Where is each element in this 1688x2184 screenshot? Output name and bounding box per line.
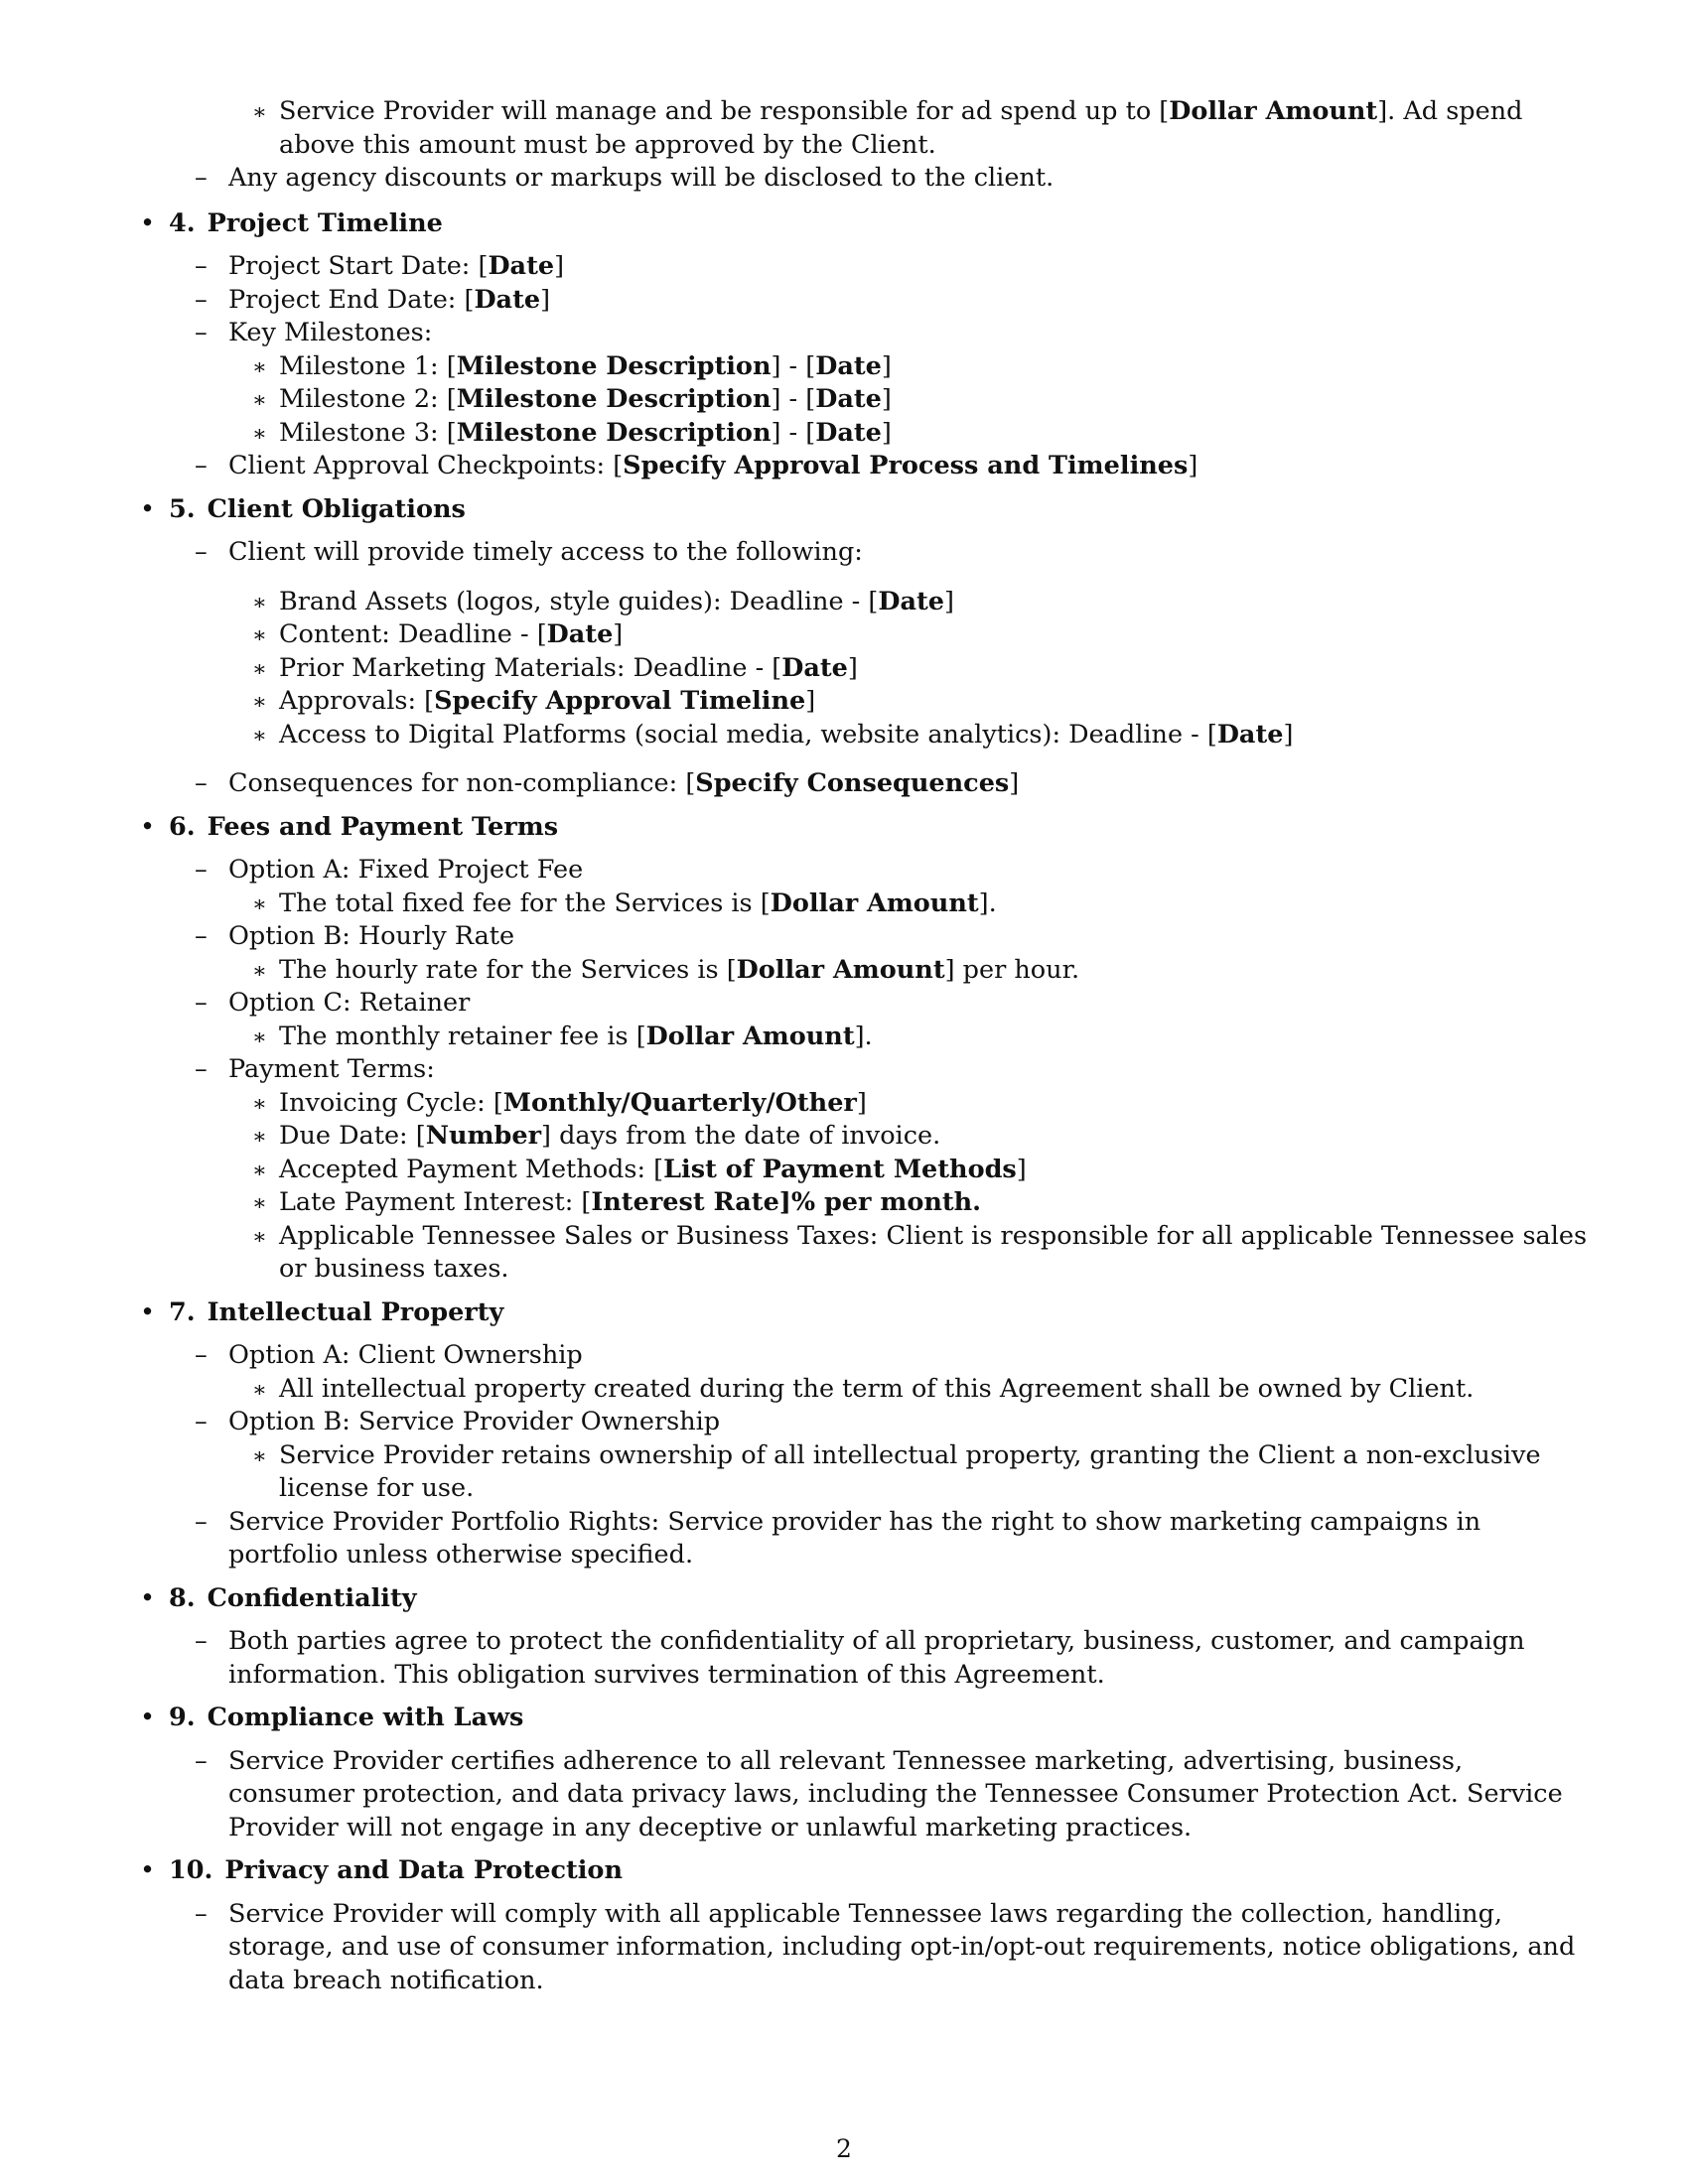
list-item: ∗ The monthly retainer fee is [Dollar Amount]. (252, 1021, 873, 1051)
list-item: ∗ Applicable Tennessee Sales or Business Taxes: Client is responsible for all applicable Tennessee sales or business taxes. (252, 1220, 1588, 1284)
list-item: ∗ Content: Deadline - [Date] (252, 619, 624, 649)
list-item: ∗ Accepted Payment Methods: [List of Payment Methods] (252, 1154, 1027, 1184)
section-heading: 8. Confidentiality (169, 1582, 417, 1613)
list-item: ∗ The total fixed fee for the Services is [Dollar Amount]. (252, 887, 997, 918)
list-item: ∗ Access to Digital Platforms (social media, website analytics): Deadline - [Date] (252, 719, 1294, 750)
page-number: 2 (836, 2134, 852, 2163)
list-item: ∗ Approvals: [Specify Approval Timeline] (252, 686, 816, 716)
bullet-marker: • (140, 1297, 156, 1327)
list-item: – Option A: Client Ownership ∗ All intellectual property created during the term of this Agreement shall be owned by Client. (169, 1339, 1589, 1406)
list-item: ∗ Service Provider will manage and be responsible for ad spend up to [Dollar Amount]. Ad spend above this amount must be approved by the Client. (252, 96, 1523, 160)
list-item: ∗ Milestone 1: [Milestone Description] - [Date] (252, 350, 892, 381)
list-item: – Option A: Fixed Project Fee ∗ The total fixed fee for the Services is [Dollar Amount]. (169, 854, 1589, 920)
list-item: ∗ All intellectual property created during the term of this Agreement shall be owned by Client. (252, 1373, 1475, 1404)
bullet-marker: • (140, 1582, 156, 1613)
continued-subitems (134, 95, 1589, 162)
section-heading: 7. Intellectual Property (169, 1297, 504, 1327)
section-heading: 9. Compliance with Laws (169, 1703, 524, 1732)
section-fees-payment (134, 811, 1589, 1287)
document-page (134, 95, 1589, 2007)
list-item: – Key Milestones: ∗ Milestone 1: [Milestone Description] - [Date] ∗ Milestone 2: [Milestone Description] - [Date] ∗ Milestone 3: [Milestone Description] - [Date] (169, 317, 1589, 450)
list-item: – Project Start Date: [Date] (195, 251, 565, 281)
bullet-marker: • (140, 1855, 156, 1885)
list-item: – Both parties agree to protect the confidentiality of all proprietary, business, customer, and campaign information. This obligation survives termination of this Agreement. (195, 1626, 1525, 1690)
section-heading: 4. Project Timeline (169, 207, 443, 238)
star-marker: ∗ (252, 100, 267, 125)
continued-items (169, 162, 1589, 196)
list-item: – Service Provider certifies adherence to all relevant Tennessee marketing, advertising, business, consumer protection, and data privacy laws, including the Tennessee Consumer Protection Act. Service Provider will not engage in any deceptive or unlawful marketing practices. (195, 1745, 1563, 1843)
list-item: ∗ Milestone 2: [Milestone Description] - [Date] (252, 384, 892, 414)
section-heading: 6. Fees and Payment Terms (169, 811, 559, 842)
list-item: – Service Provider Portfolio Rights: Service provider has the right to show marketing campaigns in portfolio unless otherwise specified. (195, 1506, 1481, 1570)
list-item: ∗ Late Payment Interest: [Interest Rate]% per month. (252, 1187, 982, 1217)
section-compliance (134, 1702, 1589, 1844)
list-item: – Project End Date: [Date] (195, 284, 551, 315)
list-item: – Any agency discounts or markups will be disclosed to the client. (169, 162, 1589, 196)
list-item: ∗ Milestone 3: [Milestone Description] - [Date] (252, 417, 892, 448)
section-project-timeline (134, 207, 1589, 483)
section-confidentiality (134, 1582, 1589, 1693)
list-item: – Option C: Retainer ∗ The monthly retainer fee is [Dollar Amount]. (169, 987, 1589, 1053)
list-item: ∗ Prior Marketing Materials: Deadline - [Date] (252, 652, 858, 683)
bullet-marker: • (140, 493, 156, 524)
bullet-marker: • (140, 1703, 156, 1732)
list-item: – Payment Terms: ∗ Invoicing Cycle: [Monthly/Quarterly/Other] ∗ Due Date: [Number] days from the date of invoice. ∗ Accepted Payment Methods: [List of Payment Methods] ∗ Late Payment Interest: [Interest Rate]% per month. ∗ Applicable Tennessee Sales or Business Taxes: Client is responsible for all applicable Tennessee sales or business taxes. (169, 1053, 1589, 1287)
list-item: – Consequences for non-compliance: [Specify Consequences] (195, 768, 1020, 798)
list-item: ∗ Service Provider retains ownership of all intellectual property, granting the Client a non-exclusive license for use. (252, 1439, 1541, 1503)
list-item: ∗ Due Date: [Number] days from the date of invoice. (252, 1121, 941, 1151)
dash-marker: – (195, 163, 208, 193)
bullet-marker: • (140, 207, 156, 238)
section-intellectual-property (134, 1297, 1589, 1572)
section-client-obligations (134, 493, 1589, 801)
list-item: ∗ Invoicing Cycle: [Monthly/Quarterly/Other] (252, 1087, 867, 1118)
list-item: – Option B: Service Provider Ownership ∗ Service Provider retains ownership of all intellectual property, granting the Client a non-exclusive license for use. (169, 1406, 1589, 1506)
list-item: ∗ Brand Assets (logos, style guides): Deadline - [Date] (252, 586, 954, 616)
bullet-marker: • (140, 811, 156, 842)
section-heading: 5. Client Obligations (169, 493, 466, 524)
section-privacy (134, 1854, 1589, 1997)
list-item: ∗ The hourly rate for the Services is [Dollar Amount] per hour. (252, 954, 1080, 985)
section-heading: 10. Privacy and Data Protection (169, 1855, 623, 1885)
list-item: – Client Approval Checkpoints: [Specify Approval Process and Timelines] (195, 451, 1198, 480)
list-item: – Option B: Hourly Rate ∗ The hourly rate for the Services is [Dollar Amount] per hour. (169, 920, 1589, 987)
section-list (134, 207, 1589, 1998)
list-item: – Client will provide timely access to the following: ∗ Brand Assets (logos, style guides): Deadline - [Date] ∗ Content: Deadline - [Date] ∗ Prior Marketing Materials: Deadline - [Date] ∗ Approvals: [Specify Approval Timeline] ∗ Access to Digital Platforms (social media, website analytics): Deadline - [Date] (169, 536, 1589, 751)
list-item: – Service Provider will comply with all applicable Tennessee laws regarding the collection, handling, storage, and use of consumer information, including opt-in/opt-out requirements, notice obligations, and data breach notification. (195, 1898, 1576, 1995)
